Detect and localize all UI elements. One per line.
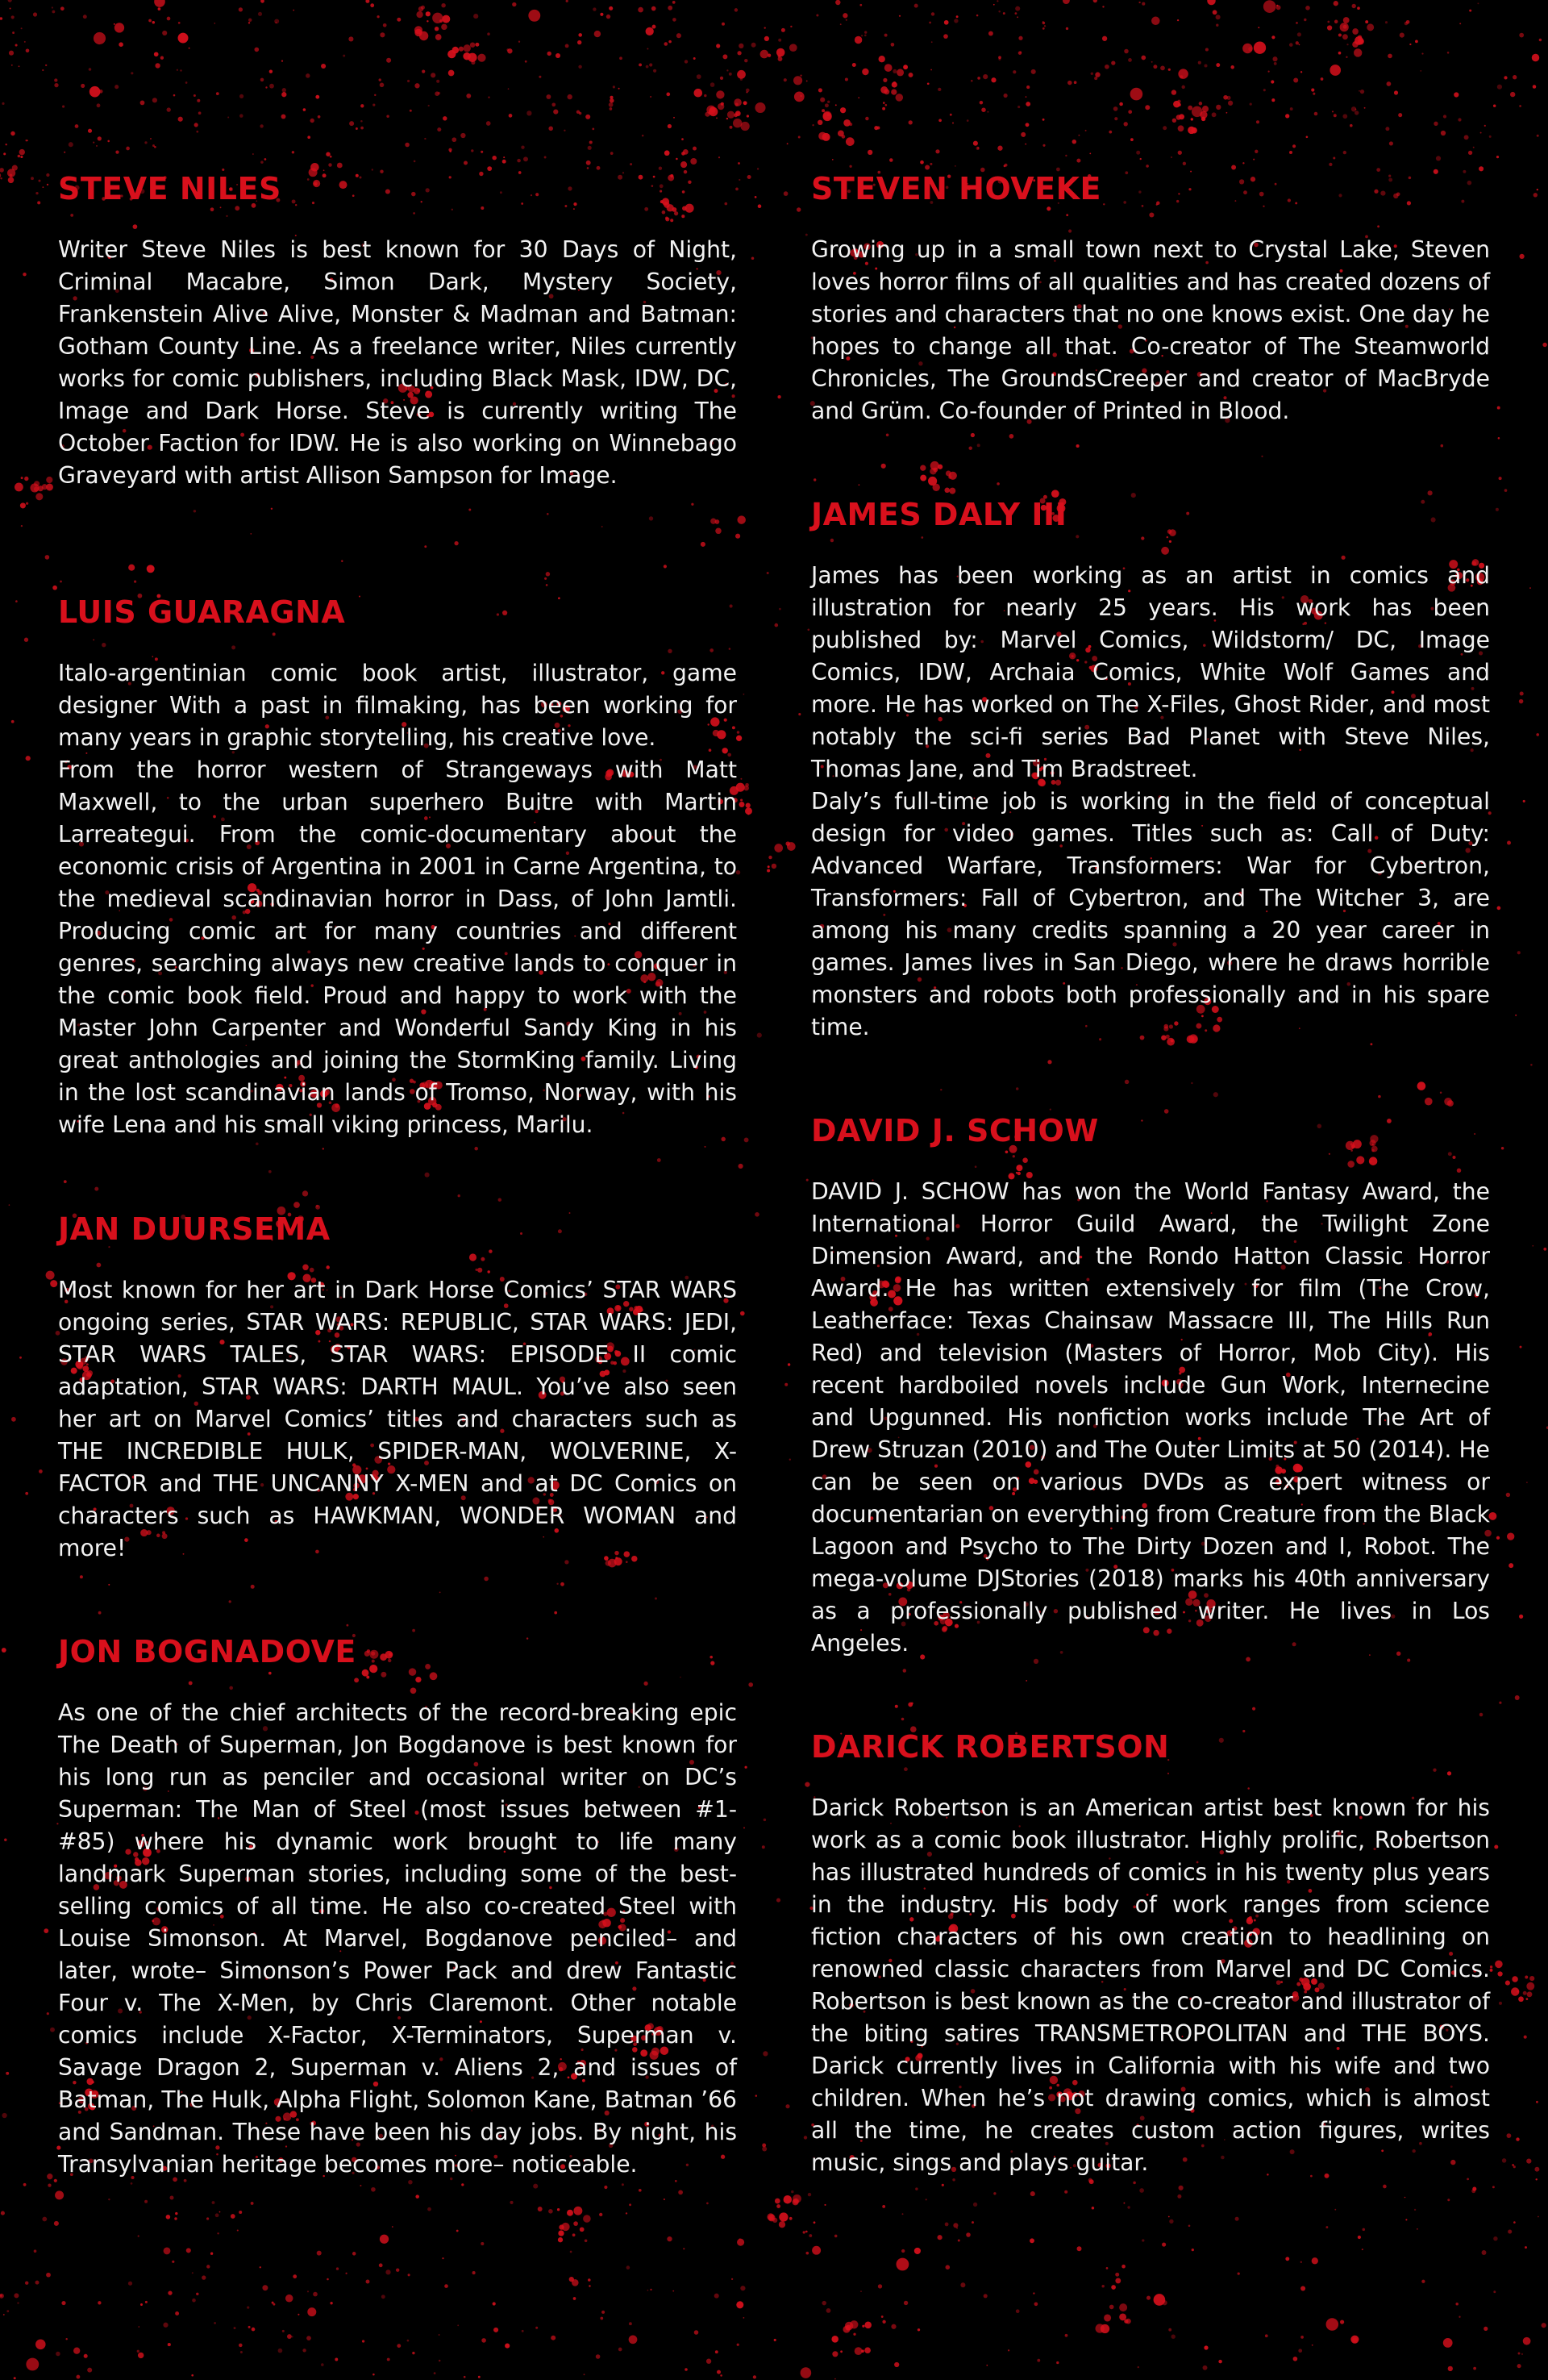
bio-name: JON BOGNADOVE: [58, 1634, 356, 1669]
bio-luis-guaragna: [58, 593, 737, 1141]
bio-name: DAVID J. SCHOW: [811, 1113, 1099, 1148]
bio-text: Writer Steve Niles is best known for 30 Days of Night, Criminal Macabre, Simon Dark, Mystery Society, Frankenstein Alive Alive, Monster & Madman and Batman: Gotham County Line. As a freelance writer, Niles currently works for comic publishers, including Black Mask, IDW, DC, Image and Dark Horse. Steve is currently writing The October Faction for IDW. He is also working on Winnebago Graveyard with artist Allison Sampson for Image.: [58, 236, 737, 489]
bio-steve-niles: [58, 169, 737, 492]
bio-name: JAN DUURSEMA: [58, 1211, 331, 1247]
bio-darick-robertson: [811, 1728, 1490, 2179]
bio-text: James has been working as an artist in comics and illustration for nearly 25 years. His work has been published by: Marvel Comics, Wildstorm/ DC, Image Comics, IDW, Archaia Comics, White Wolf Games and more. He has worked on The X-Files, Ghost Rider, and most notably the sci-fi series Bad Planet with Steve Niles, Thomas Jane, and Tim Bradstreet. Daly’s full-time job is working in the field of conceptual design for video games. Titles such as: Call of Duty: Advanced Warfare, Transformers: War for Cybertron, Transformers: Fall of Cybertron, and The Witcher 3, are among his many credits spanning a 20 year career in games. James lives in San Diego, where he draws horrible monsters and robots both professionally and in his spare time.: [811, 562, 1490, 1040]
bio-text: DAVID J. SCHOW has won the World Fantasy Award, the International Horror Guild Award, the Twilight Zone Dimension Award, and the Rondo Hatton Classic Horror Award. He has written extensively for film (The Crow, Leatherface: Texas Chainsaw Massacre III, The Hills Run Red) and television (Masters of Horror, Mob City). His recent hardboiled novels include Gun Work, Internecine and Upgunned. His nonfiction works include The Art of Drew Struzan (2010) and The Outer Limits at 50 (2014). He can be seen on various DVDs as expert witness or documentarian on everything from Creature from the Black Lagoon and Psycho to The Dirty Dozen and I, Robot. The mega-volume DJStories (2018) marks his 40th anniversary as a professionally published writer. He lives in Los Angeles.: [811, 1178, 1490, 1657]
bio-name: STEVE NILES: [58, 171, 281, 206]
bio-james-daly-iii: [811, 495, 1490, 1044]
bio-david-j-schow: [811, 1111, 1490, 1660]
bio-name: STEVEN HOVEKE: [811, 171, 1102, 206]
bio-name: JAMES DALY III: [811, 497, 1067, 532]
bio-name: DARICK ROBERTSON: [811, 1729, 1170, 1765]
bio-text: Most known for her art in Dark Horse Comics’ STAR WARS ongoing series, STAR WARS: REPUBLIC, STAR WARS: JEDI, STAR WARS TALES, STAR WARS: EPISODE II comic adaptation, STAR WARS: DARTH MAUL. You’ve also seen her art on Marvel Comics’ titles and characters such as THE INCREDIBLE HULK, SPIDER-MAN, WOLVERINE, X-FACTOR and THE UNCANNY X-MEN and at DC Comics on characters such as HAWKMAN, WONDER WOMAN and more!: [58, 1277, 737, 1561]
bio-jan-duursema: [58, 1210, 737, 1565]
bio-jon-bognadove: [58, 1632, 737, 2181]
bio-name: LUIS GUARAGNA: [58, 594, 346, 630]
bio-text: Growing up in a small town next to Crystal Lake, Steven loves horror films of all qualities and has created dozens of stories and characters that no one knows exist. One day he hopes to change all that. Co-creator of The Steamworld Chronicles, The GroundsCreeper and creator of MacBryde and Grüm. Co-founder of Printed in Blood.: [811, 236, 1490, 424]
bio-text: Darick Robertson is an American artist best known for his work as a comic book illustrator. Highly prolific, Robertson has illustrated hundreds of comics in his twenty plus years in the industry. His body of work ranges from science fiction characters of his own creation to headlining on renowned classic characters from Marvel and DC Comics. Robertson is best known as the co-creator and illustrator of the biting satires TRANSMETROPOLITAN and THE BOYS. Darick currently lives in California with his wife and two children. When he’s not drawing comics, which is almost all the time, he creates custom action figures, writes music, sings and plays guitar.: [811, 1794, 1490, 2176]
bio-text: Italo-argentinian comic book artist, illustrator, game designer With a past in filmaking, has been working for many years in graphic storytelling, his creative love. From the horror western of Strangeways with Matt Maxwell, to the urban superhero Buitre with Martin Larreategui. From the comic-documentary about the economic crisis of Argentina in 2001 in Carne Argentina, to the medieval scandinavian horror in Dass, of John Jamtli. Producing comic art for many countries and different genres, searching always new creative lands to conquer in the comic book field. Proud and happy to work with the Master John Carpenter and Wonderful Sandy King in his great anthologies and joining the StormKing family. Living in the lost scandinavian lands of Tromso, Norway, with his wife Lena and his small viking princess, Marilu.: [58, 660, 737, 1138]
bio-steven-hoveke: [811, 169, 1490, 427]
bio-text: As one of the chief architects of the record-breaking epic The Death of Superman, Jon Bogdanove is best known for his long run as penciler and occasional writer on DC’s Superman: The Man of Steel (most issues between #1-#85) where his dynamic work brought to life many landmark Superman stories, including some of the best-selling comics of all time. He also co-created Steel with Louise Simonson. At Marvel, Bogdanove penciled– and later, wrote– Simonson’s Power Pack and drew Fantastic Four v. The X-Men, by Chris Claremont. Other notable comics include X-Factor, X-Terminators, Superman v. Savage Dragon 2, Superman v. Aliens 2, and issues of Batman, The Hulk, Alpha Flight, Solomon Kane, Batman ’66 and Sandman. These have been his day jobs. By night, his Transylvanian heritage becomes more– noticeable.: [58, 1699, 737, 2178]
